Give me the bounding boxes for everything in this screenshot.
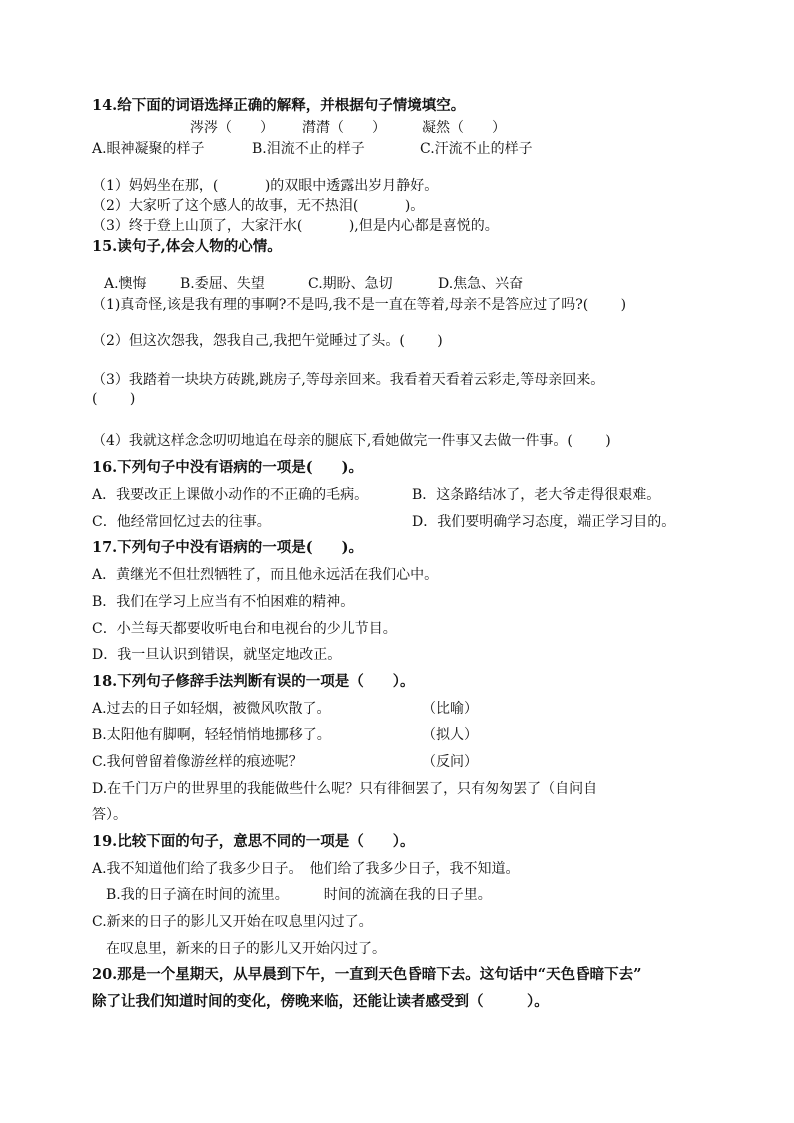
- q15-option-a: A.懊悔: [104, 276, 147, 292]
- q16-option-a: A．我要改正上课做小动作的不正确的毛病。: [92, 487, 369, 503]
- q14-option-c: C.汗流不止的样子: [420, 141, 533, 157]
- q20-line-1: 20.那是一个星期天，从早晨到下午，一直到天色昏暗下去。这句话中“天色昏暗下去”: [92, 966, 642, 983]
- q18-option-d: D.在千门万户的世界里的我能做些什么呢？只有徘徊罢了，只有匆匆罢了（自问自: [92, 781, 598, 797]
- q18-option-b: B.太阳他有脚啊，轻轻悄悄地挪移了。: [92, 727, 331, 743]
- q20-line-2: 除了让我们知道时间的变化，傍晚来临，还能让读者感受到（ ）。: [92, 993, 549, 1010]
- q16-option-d: D．我们要明确学习态度，端正学习目的。: [412, 514, 676, 530]
- q14-title: 14.给下面的词语选择正确的解释，并根据句子情境填空。: [92, 97, 466, 114]
- q16-title: 16.下列句子中没有语病的一项是( )。: [92, 459, 363, 476]
- q14-sentence-3: （3）终于登上山顶了，大家汗水( ),但是内心都是喜悦的。: [92, 218, 499, 234]
- q15-option-c: C.期盼、急切: [308, 276, 393, 292]
- q16-option-b: B．这条路结冰了，老大爷走得很艰难。: [412, 487, 661, 503]
- q14-word-2: 潸潸（ ）: [302, 120, 386, 136]
- q15-sentence-3-blank: ( ): [92, 391, 136, 407]
- q15-option-b: B.委屈、失望: [180, 276, 265, 292]
- q18-option-d-cont: 答）。: [92, 807, 127, 823]
- q17-option-a: A．黄继光不但壮烈牺牲了，而且他永远活在我们心中。: [92, 567, 439, 583]
- q19-option-a: A.我不知道他们给了我多少日子。 他们给了我多少日子，我不知道。: [92, 861, 520, 877]
- q19-title: 19.比较下面的句子，意思不同的一项是（ ）。: [92, 833, 415, 850]
- q18-option-c-tag: （反问）: [422, 754, 478, 770]
- q18-option-c: C.我何曾留着像游丝样的痕迹呢？: [92, 754, 303, 770]
- q14-sentence-2: （2）大家听了这个感人的故事，无不热泪( )。: [92, 198, 425, 214]
- q14-option-a: A.眼神凝聚的样子: [92, 141, 205, 157]
- q19-option-c: C.新来的日子的影儿又开始在叹息里闪过了。: [92, 914, 373, 930]
- q15-sentence-3: （3）我踏着一块块方砖跳,跳房子,等母亲回来。我看着天看着云彩走,等母亲回来。: [92, 372, 605, 388]
- q16-option-c: C．他经常回忆过去的往事。: [92, 514, 271, 530]
- q18-option-a-tag: （比喻）: [422, 701, 478, 717]
- q18-option-b-tag: （拟人）: [422, 727, 478, 743]
- q17-option-c: C．小兰每天都要收听电台和电视台的少儿节目。: [92, 621, 397, 637]
- q14-option-b: B.泪流不止的样子: [252, 141, 365, 157]
- q15-option-d: D.焦急、兴奋: [438, 276, 524, 292]
- q18-option-a: A.过去的日子如轻烟，被微风吹散了。: [92, 701, 331, 717]
- q17-option-b: B．我们在学习上应当有不怕困难的精神。: [92, 594, 355, 610]
- q17-title: 17.下列句子中没有语病的一项是( )。: [92, 539, 363, 556]
- q19-option-c-cont: 在叹息里，新来的日子的影儿又开始闪过了。: [106, 941, 386, 957]
- q14-word-3: 凝然（ ）: [422, 120, 506, 136]
- q17-option-d: D．我一旦认识到错误，就坚定地改正。: [92, 647, 342, 663]
- q15-sentence-4: （4）我就这样念念叨叨地追在母亲的腿底下,看她做完一件事又去做一件事。( ): [92, 433, 611, 449]
- q18-title: 18.下列句子修辞手法判断有误的一项是（ ）。: [92, 673, 415, 690]
- q19-option-b: B.我的日子滴在时间的流里。 时间的流滴在我的日子里。: [106, 887, 492, 903]
- q15-sentence-2: （2）但这次怨我，怨我自己,我把午觉睡过了头。( ): [92, 333, 443, 349]
- q14-word-1: 涔涔（ ）: [190, 120, 274, 136]
- q15-title: 15.读句子,体会人物的心情。: [92, 238, 282, 255]
- q15-sentence-1: （1)真奇怪,该是我有理的事啊?不是吗,我不是一直在等着,母亲不是答应过了吗?( ): [92, 297, 627, 313]
- q14-sentence-1: （1）妈妈坐在那，( )的双眼中透露出岁月静好。: [92, 178, 439, 194]
